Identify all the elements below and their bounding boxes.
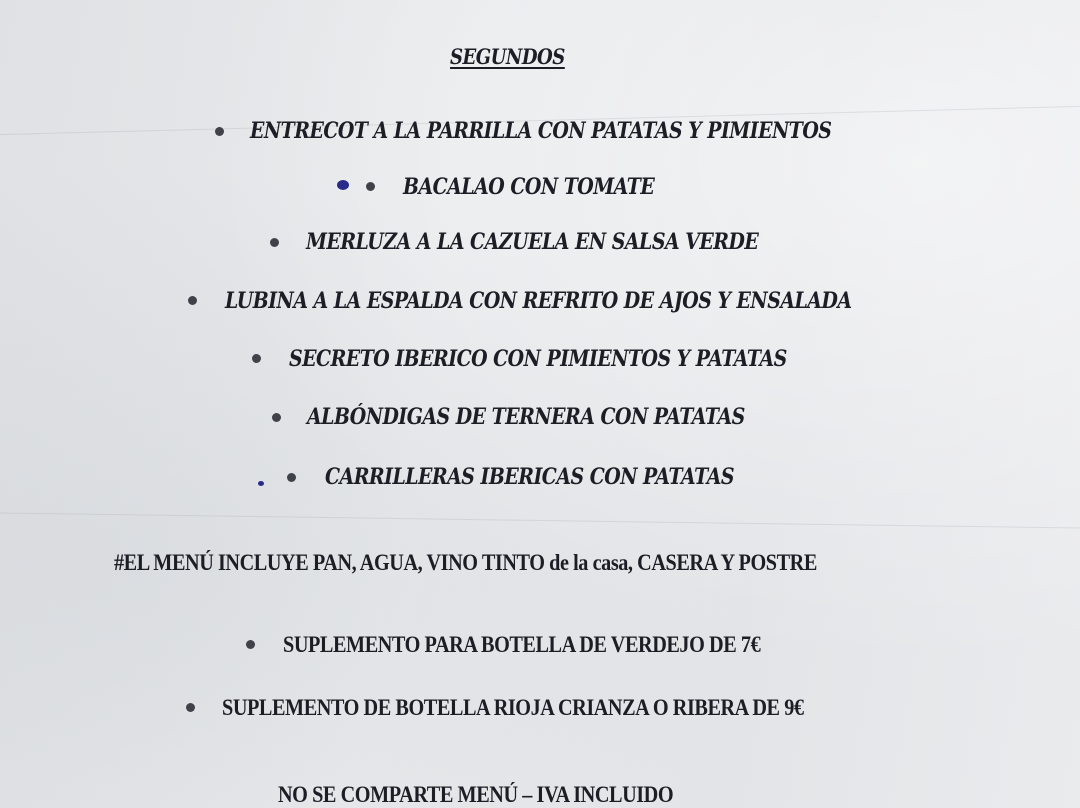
dish-item: LUBINA A LA ESPALDA CON REFRITO DE AJOS Y ENSALADA [225,288,852,314]
bullet-icon [188,296,197,305]
section-title: SEGUNDOS [450,44,565,69]
bullet-icon [215,127,224,136]
menu-includes-note: #EL MENÚ INCLUYE PAN, AGUA, VINO TINTO de la casa, CASERA Y POSTRE [114,550,817,575]
paper-crease [0,512,1080,528]
bullet-icon [366,182,375,191]
bullet-icon [246,640,255,649]
bullet-icon [270,238,279,247]
supplement-item: SUPLEMENTO PARA BOTELLA DE VERDEJO DE 7€ [283,632,761,657]
pen-mark [258,481,264,486]
dish-item: MERLUZA A LA CAZUELA EN SALSA VERDE [306,229,759,255]
dish-item: CARRILLERAS IBERICAS CON PATATAS [325,464,735,490]
bullet-icon [186,703,195,712]
bullet-icon [287,473,296,482]
footer-note: NO SE COMPARTE MENÚ – IVA INCLUIDO [278,782,674,807]
supplement-item: SUPLEMENTO DE BOTELLA RIOJA CRIANZA O RIBERA DE 9€ [222,695,804,720]
dish-item: BACALAO CON TOMATE [403,174,655,200]
bullet-icon [272,413,281,422]
dish-item: ALBÓNDIGAS DE TERNERA CON PATATAS [307,404,745,430]
pen-mark [337,180,349,190]
dish-item: SECRETO IBERICO CON PIMIENTOS Y PATATAS [289,346,787,372]
bullet-icon [252,354,261,363]
dish-item: ENTRECOT A LA PARRILLA CON PATATAS Y PIMIENTOS [250,118,832,144]
